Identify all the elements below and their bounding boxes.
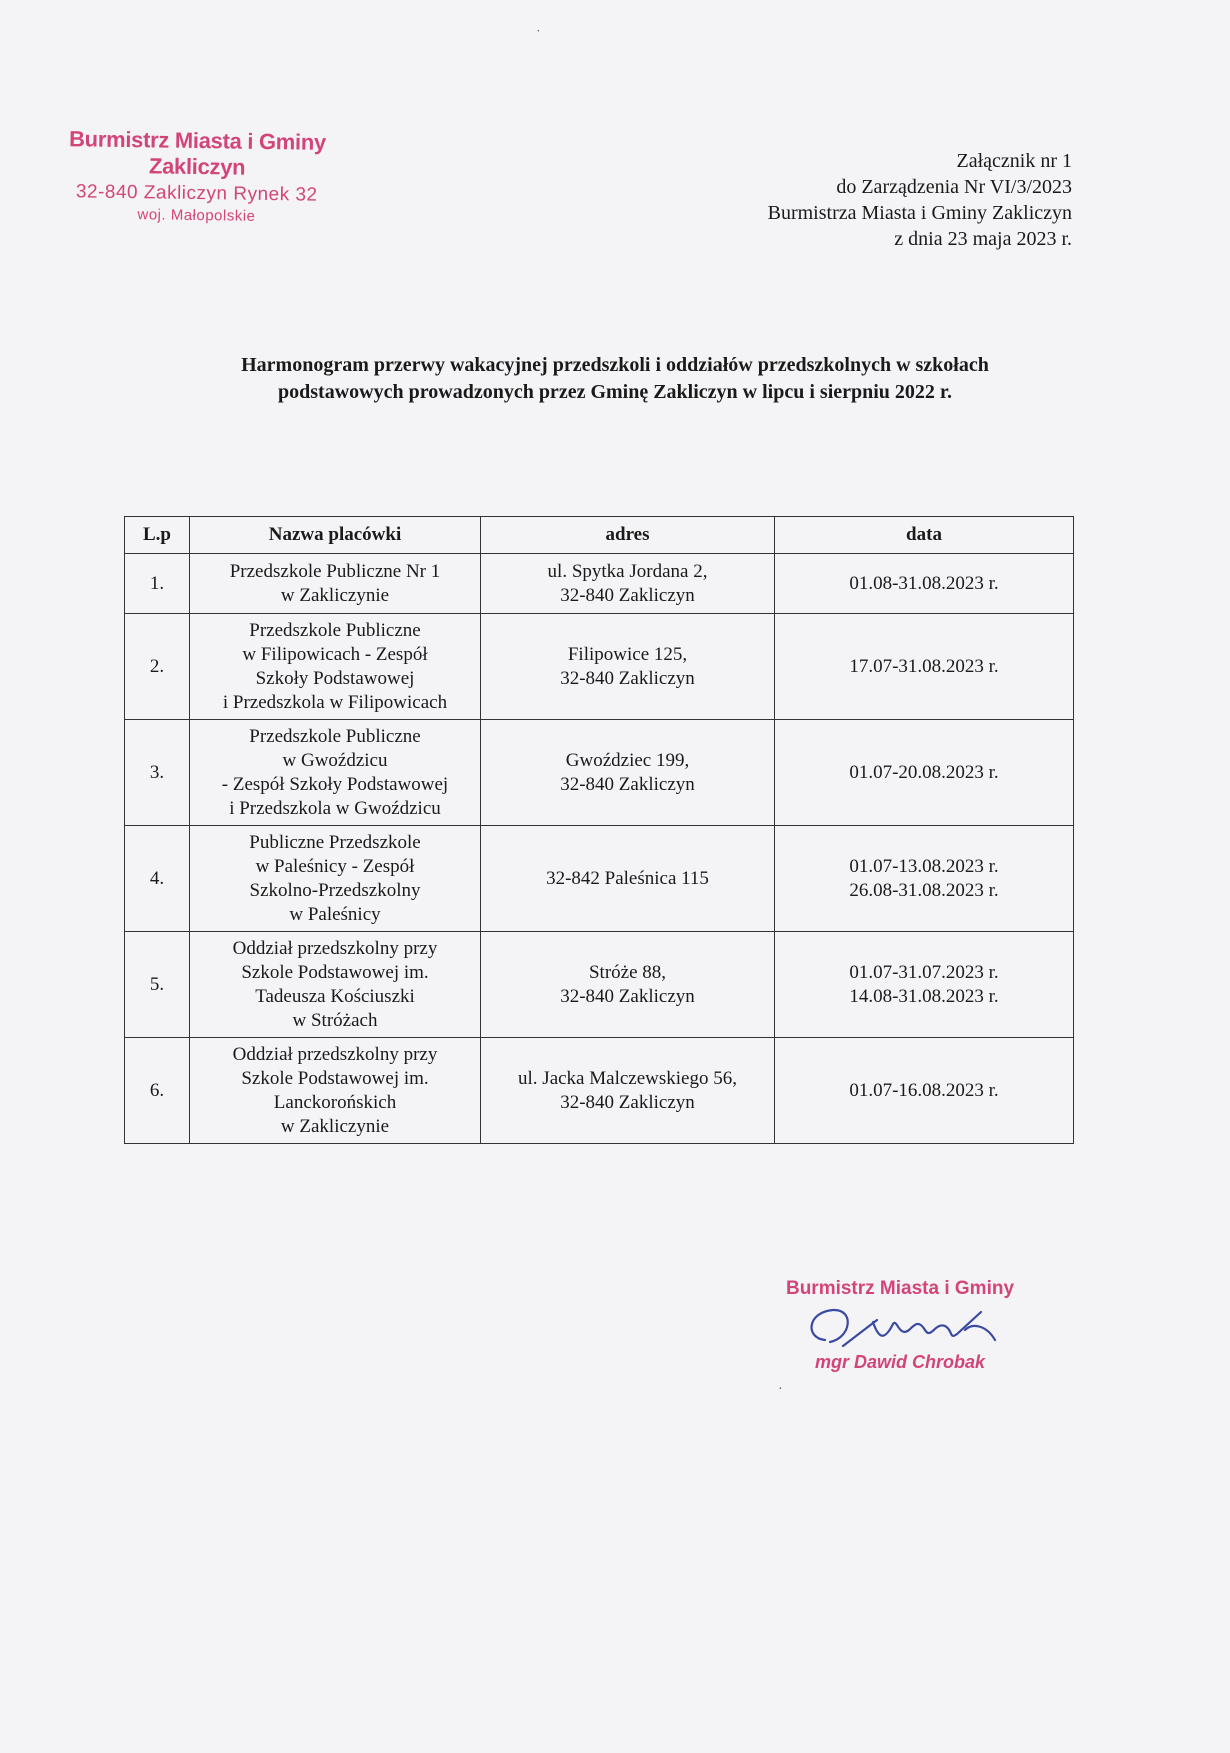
row-number: 4. xyxy=(125,826,190,932)
stamp-line-2: 32-840 Zakliczyn Rynek 32 xyxy=(75,181,318,206)
name-line: i Przedszkola w Gwoździcu xyxy=(229,797,441,819)
table-row xyxy=(125,826,1074,932)
row-number: 3. xyxy=(125,720,190,826)
header-lp: L.p xyxy=(125,517,190,554)
name-line: Oddział przedszkolny przy xyxy=(232,1043,438,1065)
address-line: 32-840 Zakliczyn xyxy=(560,584,695,606)
name-line: Przedszkole Publiczne Nr 1 xyxy=(229,560,441,582)
facility-address xyxy=(481,554,775,614)
name-line: Szkoły Podstawowej xyxy=(255,667,415,689)
name-line: Przedszkole Publiczne xyxy=(249,619,421,641)
date-line: 01.07-16.08.2023 r. xyxy=(849,1079,999,1101)
name-line: Szkolno-Przedszkolny xyxy=(249,879,421,901)
date-line: 01.07-31.07.2023 r. xyxy=(849,961,999,983)
row-number: 2. xyxy=(125,614,190,720)
facility-address xyxy=(481,1038,775,1144)
scan-speck: · xyxy=(778,1382,783,1397)
address-line: ul. Jacka Malczewskiego 56, xyxy=(518,1067,737,1089)
name-line: Przedszkole Publiczne xyxy=(249,725,421,747)
table-row xyxy=(125,554,1074,614)
header-name: Nazwa placówki xyxy=(190,517,481,554)
title-line-1: Harmonogram przerwy wakacyjnej przedszkoli i oddziałów przedszkolnych w szkołach xyxy=(241,354,989,376)
schedule-table xyxy=(124,516,1074,1144)
stamp-line-1: Burmistrz Miasta i Gminy Zakliczyn xyxy=(68,126,327,180)
header-line-1: Załącznik nr 1 xyxy=(956,150,1072,172)
address-line: ul. Spytka Jordana 2, xyxy=(547,560,708,582)
address-line: Filipowice 125, xyxy=(567,643,688,665)
header-line-3: Burmistrza Miasta i Gminy Zakliczyn xyxy=(767,202,1072,224)
name-line: w Paleśnicy - Zespół xyxy=(255,855,415,877)
table-row xyxy=(125,614,1074,720)
facility-name xyxy=(190,1038,481,1144)
document-title xyxy=(140,352,1090,406)
break-dates xyxy=(775,720,1074,826)
date-line: 01.07-13.08.2023 r. xyxy=(849,855,999,877)
scan-speck: ˙ xyxy=(536,28,541,43)
date-line: 17.07-31.08.2023 r. xyxy=(849,655,999,677)
address-line: 32-840 Zakliczyn xyxy=(560,1091,695,1113)
row-number: 1. xyxy=(125,554,190,614)
date-line: 01.08-31.08.2023 r. xyxy=(849,572,999,594)
name-line: Szkole Podstawowej im. xyxy=(241,1067,429,1089)
attachment-header xyxy=(768,148,1072,252)
row-number: 5. xyxy=(125,932,190,1038)
signature-block xyxy=(750,1278,1050,1373)
break-dates xyxy=(775,554,1074,614)
address-line: Stróże 88, xyxy=(588,961,667,983)
name-line: w Zakliczynie xyxy=(280,1115,390,1137)
office-stamp xyxy=(51,126,342,226)
name-line: w Gwoździcu xyxy=(282,749,388,771)
header-address: adres xyxy=(481,517,775,554)
signature-name: mgr Dawid Chrobak xyxy=(814,1352,986,1372)
name-line: Oddział przedszkolny przy xyxy=(232,937,438,959)
table-header-row xyxy=(125,517,1074,554)
table-row xyxy=(125,932,1074,1038)
address-line: 32-840 Zakliczyn xyxy=(560,985,695,1007)
name-line: w Filipowicach - Zespół xyxy=(242,643,428,665)
facility-address xyxy=(481,826,775,932)
row-number: 6. xyxy=(125,1038,190,1144)
break-dates xyxy=(775,1038,1074,1144)
stamp-line-3: woj. Małopolskie xyxy=(137,206,256,225)
date-line: 01.07-20.08.2023 r. xyxy=(849,761,999,783)
facility-name xyxy=(190,932,481,1038)
handwritten-signature xyxy=(785,1300,1015,1358)
address-line: 32-842 Paleśnica 115 xyxy=(546,867,709,889)
header-line-2: do Zarządzenia Nr VI/3/2023 xyxy=(836,176,1072,198)
name-line: Lanckorońskich xyxy=(273,1091,397,1113)
name-line: w Zakliczynie xyxy=(280,584,390,606)
name-line: Publiczne Przedszkole xyxy=(249,831,421,853)
name-line: Szkole Podstawowej im. xyxy=(241,961,429,983)
address-line: 32-840 Zakliczyn xyxy=(560,667,695,689)
break-dates xyxy=(775,932,1074,1038)
facility-address xyxy=(481,614,775,720)
facility-address xyxy=(481,932,775,1038)
facility-name xyxy=(190,826,481,932)
table-row xyxy=(125,1038,1074,1144)
date-line: 14.08-31.08.2023 r. xyxy=(849,985,999,1007)
address-line: 32-840 Zakliczyn xyxy=(560,773,695,795)
facility-name xyxy=(190,720,481,826)
name-line: w Paleśnicy xyxy=(289,903,381,925)
facility-address xyxy=(481,720,775,826)
header-date: data xyxy=(775,517,1074,554)
table-row xyxy=(125,720,1074,826)
facility-name xyxy=(190,614,481,720)
signature-title: Burmistrz Miasta i Gminy xyxy=(785,1278,1015,1299)
header-line-4: z dnia 23 maja 2023 r. xyxy=(894,228,1072,250)
title-line-2: podstawowych prowadzonych przez Gminę Zakliczyn w lipcu i sierpniu 2022 r. xyxy=(278,381,952,403)
name-line: i Przedszkola w Filipowicach xyxy=(222,691,448,713)
break-dates xyxy=(775,614,1074,720)
address-line: Gwoździec 199, xyxy=(565,749,690,771)
name-line: - Zespół Szkoły Podstawowej xyxy=(221,773,449,795)
break-dates xyxy=(775,826,1074,932)
facility-name xyxy=(190,554,481,614)
name-line: w Stróżach xyxy=(292,1009,378,1031)
name-line: Tadeusza Kościuszki xyxy=(255,985,415,1007)
date-line: 26.08-31.08.2023 r. xyxy=(849,879,999,901)
